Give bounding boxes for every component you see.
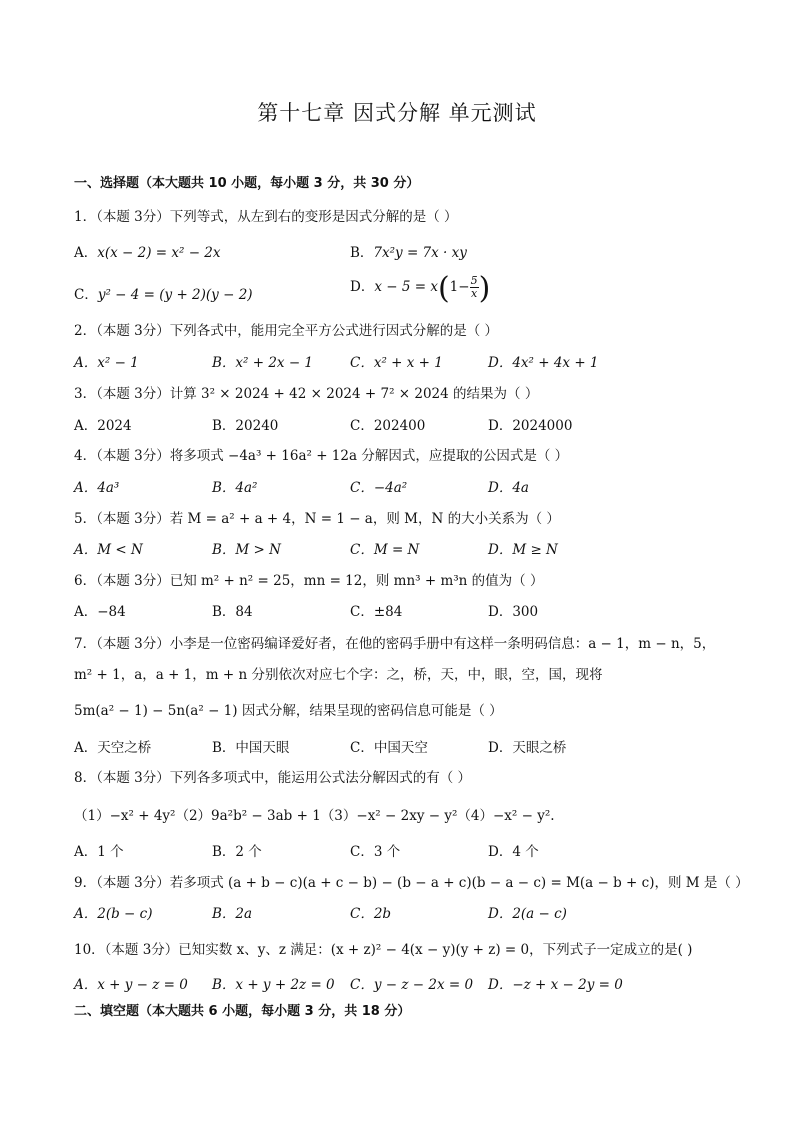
question-10-option-b: B．x + y + 2z = 0	[212, 977, 335, 993]
question-9-option-d: D．2(a − c)	[488, 906, 567, 922]
question-7-option-a: A．天空之桥	[74, 740, 152, 756]
question-10-option-d: D．−z + x − 2y = 0	[488, 977, 623, 993]
question-8-option-c: C．3 个	[350, 844, 401, 860]
question-8-stem: 8．（本题 3分）下列各多项式中，能运用公式法分解因式的有（ ）	[74, 770, 472, 786]
question-7-option-b: B．中国天眼	[212, 740, 290, 756]
page-title: 第十七章 因式分解 单元测试	[257, 101, 537, 125]
question-1-option-a: A．x(x − 2) = x² − 2x	[74, 245, 221, 261]
question-1-option-b: B．7x²y = 7x · xy	[350, 245, 467, 261]
question-4-option-c: C．−4a²	[350, 480, 408, 496]
question-9-option-a: A．2(b − c)	[74, 906, 153, 922]
question-7-line-3: 5m(a² − 1) − 5n(a² − 1) 因式分解，结果呈现的密码信息可能是（ ）	[74, 703, 503, 719]
question-8-option-d: D．4 个	[488, 844, 539, 860]
question-1-option-d: D．x − 5 = x(1− $\frac{5}{x}$ )	[350, 271, 491, 306]
question-2-option-b: B．x² + 2x − 1	[212, 355, 314, 371]
question-1-option-c: C．y² − 4 = (y + 2)(y − 2)	[74, 287, 253, 303]
question-2-stem: 2．（本题 3分）下列各式中，能用完全平方公式进行因式分解的是（ ）	[74, 323, 499, 339]
question-9-option-b: B．2a	[212, 906, 253, 922]
question-7-line-1: 7．（本题 3分）小李是一位密码编译爱好者，在他的密码手册中有这样一条明码信息：a − 1，m − n，5，	[74, 636, 716, 652]
question-6-option-b: B．84	[212, 604, 253, 620]
question-10-stem: 10．（本题 3分）已知实数 x、y、z 满足：(x + z)² − 4(x − y)(y + z) = 0，下列式子一定成立的是( )	[74, 942, 693, 958]
section-heading-choice: 一、选择题（本大题共 10 小题，每小题 3 分，共 30 分）	[74, 176, 420, 191]
question-3-option-b: B．20240	[212, 418, 279, 434]
question-5-option-a: A．M < N	[74, 542, 143, 558]
question-3-stem: 3．（本题 3分）计算 3² × 2024 + 42 × 2024 + 7² × 2024 的结果为（ ）	[74, 386, 539, 402]
question-5-stem: 5．（本题 3分）若 M = a² + a + 4，N = 1 − a，则 M，N 的大小关系为（ ）	[74, 511, 560, 527]
question-1-stem: 1．（本题 3分）下列等式，从左到右的变形是因式分解的是（ ）	[74, 209, 458, 225]
question-4-option-a: A．4a³	[74, 480, 120, 496]
question-5-option-d: D．M ≥ N	[488, 542, 558, 558]
question-8-option-b: B．2 个	[212, 844, 262, 860]
question-4-option-b: B．4a²	[212, 480, 258, 496]
question-9-option-c: C．2b	[350, 906, 392, 922]
question-7-line-2: m² + 1，a，a + 1，m + n 分别依次对应七个字：之，桥，天，中，眼，空，国，现将	[74, 667, 603, 683]
fraction-5-over-x: $\frac{5}{x}$	[470, 274, 478, 300]
question-3-option-d: D．2024000	[488, 418, 573, 434]
section-heading-fill-in: 二、填空题（本大题共 6 小题，每小题 3 分，共 18 分）	[74, 1004, 411, 1019]
question-7-option-d: D．天眼之桥	[488, 740, 567, 756]
question-8-option-a: A．1 个	[74, 844, 124, 860]
question-6-option-c: C．±84	[350, 604, 403, 620]
question-4-option-d: D．4a	[488, 480, 529, 496]
question-5-option-c: C．M = N	[350, 542, 420, 558]
question-2-option-d: D．4x² + 4x + 1	[488, 355, 599, 371]
question-6-stem: 6．（本题 3分）已知 m² + n² = 25，mn = 12，则 mn³ + m³n 的值为（ ）	[74, 573, 544, 589]
question-6-option-a: A．−84	[74, 604, 126, 620]
question-8-sub-items: （1）−x² + 4y²（2）9a²b² − 3ab + 1（3）−x² − 2xy − y²（4）−x² − y².	[74, 808, 555, 824]
question-6-option-d: D．300	[488, 604, 539, 620]
question-7-option-c: C．中国天空	[350, 740, 428, 756]
question-2-option-c: C．x² + x + 1	[350, 355, 443, 371]
question-10-option-a: A．x + y − z = 0	[74, 977, 188, 993]
question-2-option-a: A．x² − 1	[74, 355, 139, 371]
question-5-option-b: B．M > N	[212, 542, 281, 558]
question-3-option-a: A．2024	[74, 418, 132, 434]
question-10-option-c: C．y − z − 2x = 0	[350, 977, 474, 993]
question-9-stem: 9．（本题 3分）若多项式 (a + b − c)(a + c − b) − (b − a + c)(b − a − c) = M(a − b + c)，则 M 是（ ）	[74, 875, 749, 891]
question-3-option-c: C．202400	[350, 418, 426, 434]
question-4-stem: 4．（本题 3分）将多项式 −4a³ + 16a² + 12a 分解因式，应提取的公因式是（ ）	[74, 448, 569, 464]
